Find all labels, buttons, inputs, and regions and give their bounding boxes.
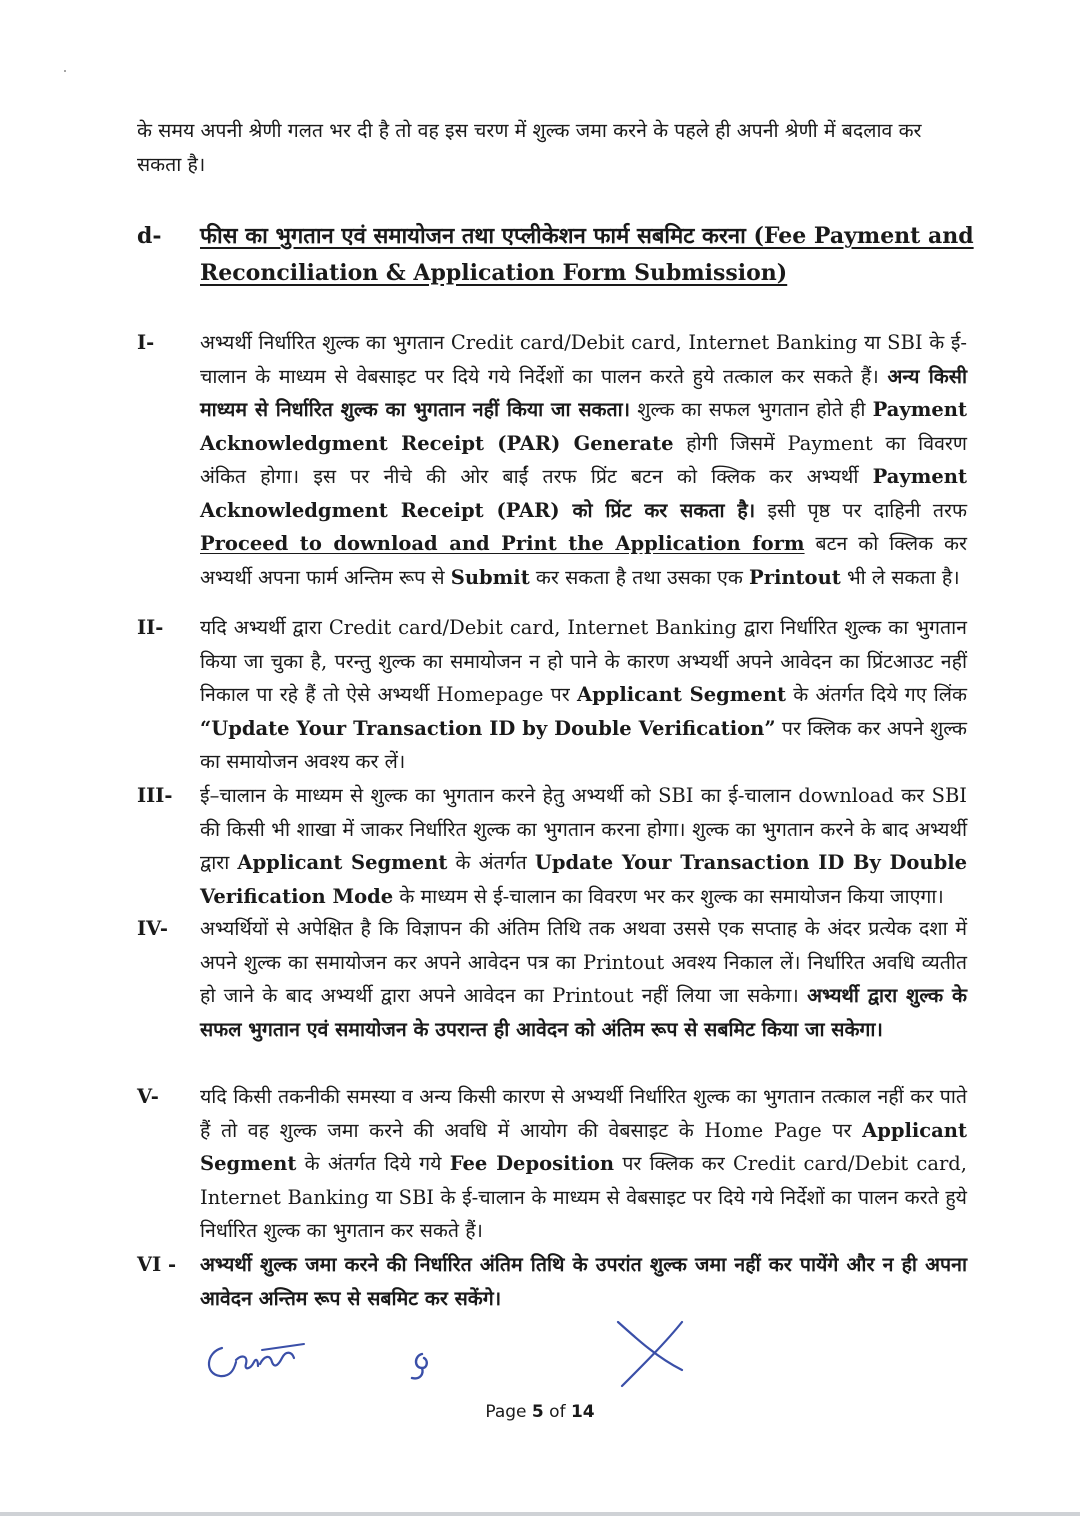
signature-2 xyxy=(402,1346,442,1386)
paragraph-number: III- xyxy=(137,784,173,807)
paragraph-number: IV- xyxy=(137,917,168,940)
paragraph-3: III- ई–चालान के माध्यम से शुल्क का भुगतान करने हेतु अभ्यर्थी को SBI का ई-चालान download कर SBI की किसी भी शाखा में जाकर निर्धारित शुल्क का भुगतान करना होगा। शुल्क का भुगतान करने के बाद अभ्यर्थी द्वारा Applicant Segment के अंतर्गत Update Your Transaction ID By Double Verification Mode के माध्यम से ई-चालान का विवरण भर कर शुल्क का समायोजन किया जाएगा। xyxy=(137,779,967,913)
paragraph-4: IV- अभ्यर्थियों से अपेक्षित है कि विज्ञापन की अंतिम तिथि तक अथवा उससे एक सप्ताह के अंदर प्रत्येक दशा में अपने शुल्क का समायोजन कर अपने आवेदन पत्र का Printout अवश्य निकाल लें। निर्धारित अवधि व्यतीत हो जाने के बाद अभ्यर्थी द्वारा अपने आवेदन का Printout नहीं लिया जा सकेगा। अभ्यर्थी द्वारा शुल्क के सफल भुगतान एवं समायोजन के उपरान्त ही आवेदन को अंतिम रूप से सबमिट किया जा सकेगा। xyxy=(137,912,967,1046)
paragraph-5: V- यदि किसी तकनीकी समस्या व अन्य किसी कारण से अभ्यर्थी निर्धारित शुल्क का भुगतान तत्काल नहीं कर पाते हैं तो वह शुल्क जमा करने की अवधि में आयोग की वेबसाइट के Home Page पर Applicant Segment के अंतर्गत दिये गये Fee Deposition पर क्लिक कर Credit card/Debit card, Internet Banking या SBI के ई-चालान के माध्यम से वेबसाइट पर दिये गये निर्देशों का पालन करते हुये निर्धारित शुल्क का भुगतान कर सकते हैं। xyxy=(137,1080,967,1248)
paragraph-2: II- यदि अभ्यर्थी द्वारा Credit card/Debit card, Internet Banking द्वारा निर्धारित शुल्क का भुगतान किया जा चुका है, परन्तु शुल्क का समायोजन न हो पाने के कारण अभ्यर्थी अपने आवेदन का प्रिंटआउट नहीं निकाल पा रहे हैं तो ऐसे अभ्यर्थी Homepage पर Applicant Segment के अंतर्गत दिये गए लिंक “Update Your Transaction ID by Double Verification” पर क्लिक कर अपने शुल्क का समायोजन अवश्य कर लें। xyxy=(137,611,967,779)
bottom-edge xyxy=(0,1512,1080,1516)
paragraph-1: I- अभ्यर्थी निर्धारित शुल्क का भुगतान Credit card/Debit card, Internet Banking या SBI के ई-चालान के माध्यम से वेबसाइट पर दिये गये निर्देशों का पालन करते हुये तत्काल कर सकते हैं। अन्य किसी माध्यम से निर्धारित शुल्क का भुगतान नहीं किया जा सकता। शुल्क का सफल भुगतान होते ही Payment Acknowledgment Receipt (PAR) Generate होगी जिसमें Payment का विवरण अंकित होगा। इस पर नीचे की ओर बाईं तरफ प्रिंट बटन को क्लिक कर अभ्यर्थी Payment Acknowledgment Receipt (PAR) को प्रिंट कर सकता है। इसी पृष्ठ पर दाहिनी तरफ Proceed to download and Print the Application form बटन को क्लिक कर अभ्यर्थी अपना फार्म अन्तिम रूप से Submit कर सकता है तथा उसका एक Printout भी ले सकता है। xyxy=(137,326,967,594)
paragraph-6: VI - अभ्यर्थी शुल्क जमा करने की निर्धारित अंतिम तिथि के उपरांत शुल्क जमा नहीं कर पायेंगे और न ही अपना आवेदन अन्तिम रूप से सबमिट कर सकेंगे। xyxy=(137,1248,967,1315)
scan-speck xyxy=(64,70,66,72)
section-title: फीस का भुगतान एवं समायोजन तथा एप्लीकेशन फार्म सबमिट करना (Fee Payment and Reconciliation & Application Form Submission) xyxy=(200,223,974,286)
paragraph-number: I- xyxy=(137,331,155,354)
signature-3 xyxy=(608,1312,698,1392)
page-number: Page 5 of 14 xyxy=(485,1402,595,1422)
signature-1 xyxy=(200,1330,310,1390)
intro-paragraph: के समय अपनी श्रेणी गलत भर दी है तो वह इस चरण में शुल्क जमा करने के पहले ही अपनी श्रेणी में बदलाव कर सकता है। xyxy=(137,119,922,176)
paragraph-number: V- xyxy=(137,1085,159,1108)
paragraph-number: VI - xyxy=(137,1253,177,1276)
proceed-download-link-text: Proceed to download and Print the Application form xyxy=(200,532,805,555)
section-number: d- xyxy=(137,223,162,249)
section-heading xyxy=(137,218,987,292)
paragraph-number: II- xyxy=(137,616,164,639)
